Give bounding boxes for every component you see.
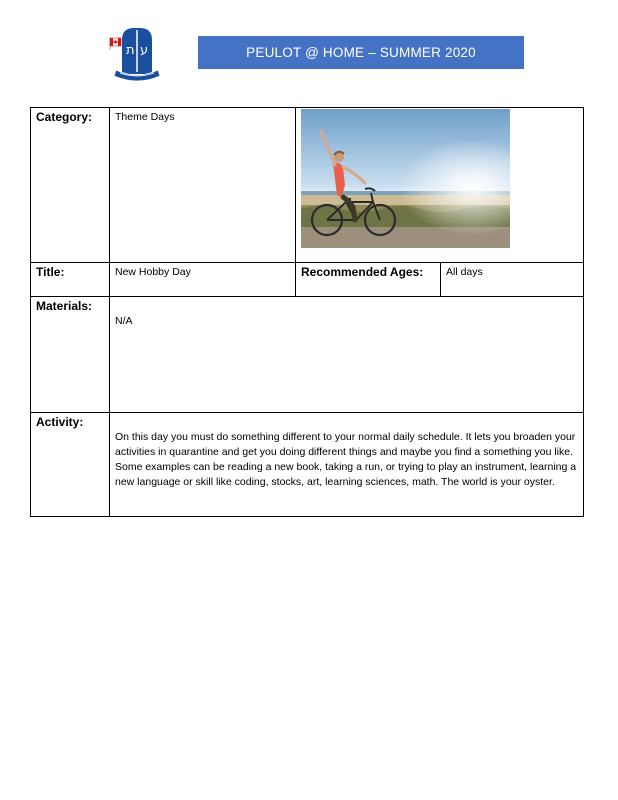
camp-logo-icon <box>106 24 168 84</box>
title-value: New Hobby Day <box>110 263 296 297</box>
category-value: Theme Days <box>110 108 296 263</box>
materials-value: N/A <box>110 297 584 413</box>
activity-row <box>31 413 584 517</box>
title-banner: PEULOT @ HOME – SUMMER 2020 <box>198 36 524 69</box>
activity-value: On this day you must do something different to your normal daily schedule. It lets you broaden your activities in quarantine and get you doing different things and maybe you find a something you like. Some examples can be reading a new book, taking a run, or trying to play an instrument, learning a new language or skill like coding, stocks, art, learning sciences, math. The world is your oyster. <box>110 413 584 517</box>
materials-label: Materials: <box>31 297 110 413</box>
title-label: Title: <box>31 263 110 297</box>
materials-row <box>31 297 584 413</box>
title-row <box>31 263 584 297</box>
svg-text:ת: ת <box>126 43 135 58</box>
svg-text:ע: ע <box>140 43 149 58</box>
ages-value: All days <box>441 263 584 297</box>
cyclist-beach-photo <box>301 109 510 248</box>
category-label: Category: <box>31 108 110 263</box>
activity-form-table <box>30 107 584 517</box>
ages-label: Recommended Ages: <box>296 263 441 297</box>
photo-cell <box>296 108 584 263</box>
category-row <box>31 108 584 263</box>
activity-label: Activity: <box>31 413 110 517</box>
